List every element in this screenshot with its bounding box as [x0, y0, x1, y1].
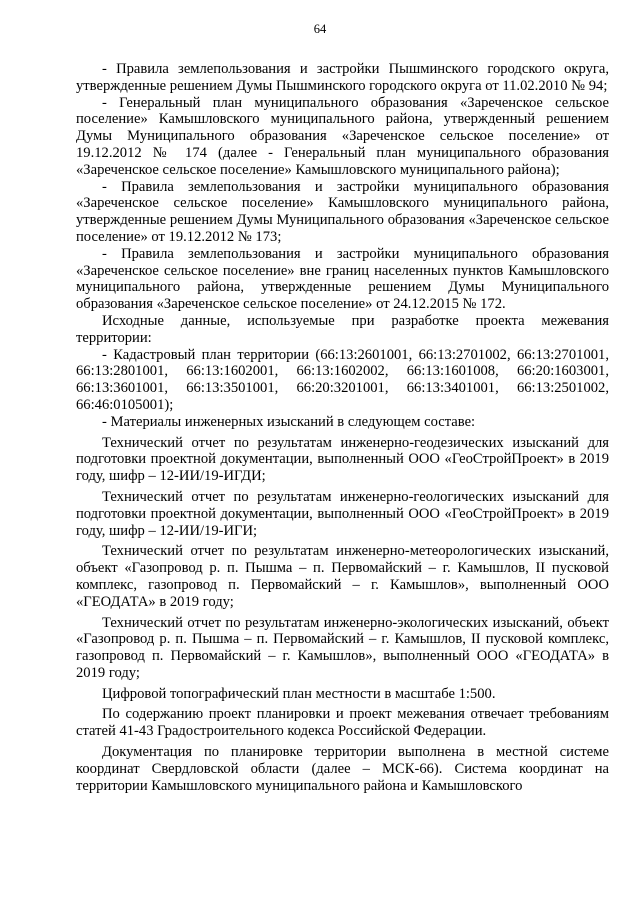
paragraph-ecological-report: Технический отчет по результатам инженерно-экологических изысканий, объект «Газопровод р. п. Пышма – п. Первомайский – г. Камышлов, II пусковой комплекс, газопровод п. Первомайский – г. Камышлов», выполненный ООО «ГЕОДАТА» в 2019 году;: [76, 614, 609, 681]
paragraph-source-data-intro: Исходные данные, используемые при разработке проекта межевания территории:: [76, 312, 609, 346]
paragraph-survey-materials: - Материалы инженерных изысканий в следующем составе:: [102, 413, 476, 430]
paragraph-cadastral-plan: - Кадастровый план территории (66:13:2601001, 66:13:2701002, 66:13:2701001, 66:13:2801001, 66:13:1602001, 66:13:1602002, 66:13:1601008, 66:20:1603001, 66:13:3601001, 66:13:3501001, 66:20:3201001, 66:13:3401001, 66:13:2501002, 66:46:0105001);: [76, 346, 609, 413]
paragraph-pyshma-rules: - Правила землепользования и застройки Пышминского городского округа, утвержденные решением Думы Пышминского городского округа от 11.02.2010 № 94;: [76, 61, 609, 94]
paragraph-coordinate-system: Документация по планировке территории выполнена в местной системе координат Свердловской области (далее – МСК-66). Система координат на территории Камышловского муниципального района и Камышловского: [76, 744, 609, 794]
paragraph-geodetic-report: Технический отчет по результатам инженерно-геодезических изысканий для подготовки проектной документации, выполненный ООО «ГеоСтройПроект» в 2019 году, шифр – 12-ИИ/19-ИГДИ;: [76, 434, 609, 485]
paragraph-general-plan: - Генеральный план муниципального образования «Зареченское сельское поселение» Камышловского муниципального района, утвержденный решением Думы Муниципального образования «Зареченское сельское поселение» от 19.12.2012 № 174 (далее - Генеральный план муниципального образования «Зареченское сельское поселение» Камышловского муниципального района);: [76, 94, 609, 178]
paragraph-meteorological-report: Технический отчет по результатам инженерно-метеорологических изысканий, объект «Газопровод р. п. Пышма – п. Первомайский – г. Камышлов, II пусковой комплекс, газопровод п. Первомайский – г. Камышлов», выполненный ООО «ГЕОДАТА» в 2019 году;: [76, 543, 609, 610]
paragraph-topographic-plan: Цифровой топографический план местности в масштабе 1:500.: [102, 685, 496, 702]
paragraph-code-compliance: По содержанию проект планировки и проект межевания отвечает требованиям статей 41-43 Градостроительного кодекса Российской Федерации.: [76, 706, 609, 740]
paragraph-zarechenskoe-rules: - Правила землепользования и застройки муниципального образования «Зареченское сельское поселение» Камышловского муниципального района, утвержденные решением Думы Муниципального образования «Зареченское сельское поселение» от 19.12.2012 № 173;: [76, 178, 609, 245]
page-number: 64: [313, 22, 327, 36]
page-body: [76, 61, 609, 794]
paragraph-zarechenskoe-rules-outside: - Правила землепользования и застройки муниципального образования «Зареченское сельское поселение» вне границ населенных пунктов Камышловского муниципального района, утвержденные решением Думы Муниципального образования «Зареченское сельское поселение» от 24.12.2015 № 172.: [76, 245, 609, 313]
paragraph-geological-report: Технический отчет по результатам инженерно-геологических изысканий для подготовки проектной документации, выполненный ООО «ГеоСтройПроект» в 2019 году, шифр – 12-ИИ/19-ИГИ;: [76, 488, 609, 539]
